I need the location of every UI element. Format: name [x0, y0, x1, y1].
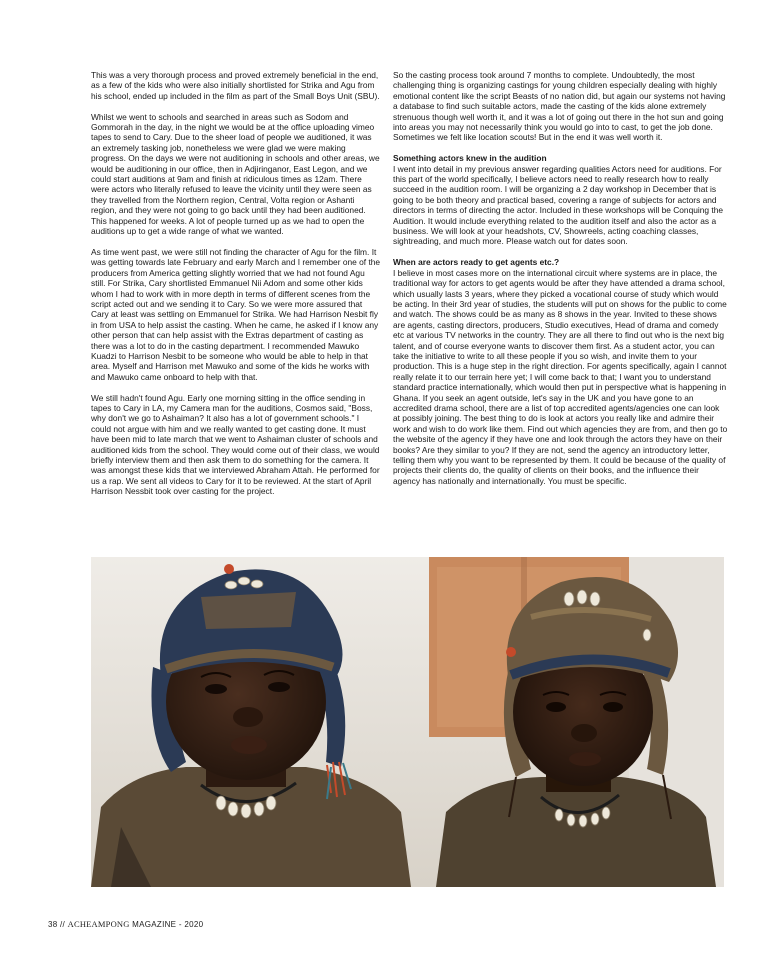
section-heading-audition: Something actors knew in the audition — [393, 153, 547, 164]
film-still-photo — [91, 557, 724, 887]
left-paragraph-3: As time went past, we were still not finding the character of Agu for the film. It was getting towards late February and early March and I remember one of the producers from America getting slightly worried that we had not found Agu still. For Strika, Cary shortlisted Emmanuel Nii Adom and some other kids whom I had to work with in more depth in terms of different scenes from the script acted out and we sending it to Cary. So we were more assured that Cary at least was settling on Emmanuel for Strika. We had Harrison Nesbit fly in from USA to help assist the casting. When he came, he asked if I know any other person that can help assist with the Extras department of casting as there was a lot to do in the casting department. I recommended Mawuko Kuadzi to Harrison Nesbit to be someone who would be able to help in that area. Myself and Harrison met Mawuko and some of the kids he works with and Mawuko came onboard to help with that. — [91, 246, 381, 382]
magazine-word: MAGAZINE — [132, 920, 177, 929]
left-text-column — [91, 70, 381, 507]
left-paragraph-1: This was a very thorough process and proved extremely beneficial in the end, as a few of the kids who were also initially shortlisted for Strika and Agu from his school, ended up included in the film as part of the Small Boys Unit (SBU). — [91, 70, 380, 101]
two-boys-illustration — [91, 557, 724, 887]
right-text-column — [393, 70, 728, 497]
magazine-year: 2020 — [184, 920, 204, 929]
year-separator: - — [178, 920, 182, 929]
section-body-agents: I believe in most cases more on the international circuit where systems are in place, the traditional way for actors to get agents would be after they have attended a drama school, which usually lasts 3 years, where they picked a vocational course of study which would be acting. In their 3rd year of studies, the students will put on shows for the public to come and watch. The shows could be as many as 8 shows in the year. Invited to these shows are agents, casting directors, producers, Studio executives, Head of drama and comedy etc at various TV networks in the country. They are all there to find out who is the next big talent, and of course everyone wants to discover them first. As a student actor, you can take the initiative to write to all these people if you so wish, and invite them to your production. This is a huge step in the right direction. For agents specifically, again I cannot really relate it to our terrain here yet; I will come back to that; I want you to understand standard practice internationally, which would then put in perspective what is happening in Ghana. If you seek an agent outside, let's say in the UK and you have gone to an accredited drama school, there are a list of top accredited agents/agencies one can look at possibly joining. The best thing to do is look at actors you really like and admire their work and wish to do work like them. Find out which agencies they are from, and then go to the website of the agency if they have one and look through the actors they have on their books? Are they similar to you? If they are not, send the agency an introductory letter, telling them why you want to be represented by them. It could be because of the quality of projects their clients do, the quality of clients on their books, and the influence their agency has nationally and internationally. You must be specific. — [393, 267, 728, 486]
right-intro-paragraph: So the casting process took around 7 months to complete. Undoubtedly, the most challenging thing is organizing castings for young children especially dealing with highly emotional content like the script Beasts of no nation did, but again our systems not having a database to find such suitable actors, made the casting of the kids alone extremely strenuous though well worth it, and it was a lot of going out there in the hot sun and going into areas you may not necessarily think you would go into to cast, to get the job done. Sometimes we felt like location scouts! But in the end it was well worth it. — [393, 70, 726, 143]
left-paragraph-4: We still hadn't found Agu. Early one morning sitting in the office sending in tapes to Cary in LA, my Camera man for the auditions, Cosmos said, "Boss, why don't we go to Ashaiman? It also has a lot of government schools." I could not argue with him and we really wanted to get casting done. It must have been mid to late march that we went to Ashaiman cluster of schools and auditioned kids from the school. They would come out of their class, we would briefly interview them and then ask them to do something for the camera. It was amongst these kids that we interviewed Abraham Attah. He performed for us a rap. We sent all videos to Cary for it to be reviewed. At the start of April Harrison Nessbit took over casting for the project. — [91, 392, 380, 497]
page-footer — [48, 919, 203, 929]
section-body-audition: I went into detail in my previous answer regarding qualities Actors need for auditions. For this part of the world specifically, I believe actors need to really research how to really succeed in the audition room. I will be organizing a 2 day workshop in December that is going to be both theory and practical based, covering a range of subjects for actors and directors in terms of directing the actor. Included in these workshops will be Conquing the Audition. It would include everything related to the audition itself and also the actor as a business. We will look at your headshots, CV, Showreels, acting coaching classes, sightreading, and much more. Please watch out for dates soon. — [393, 163, 724, 247]
footer-separator: // — [60, 920, 66, 929]
magazine-name: ACHEAMPONG — [67, 919, 130, 929]
page-number: 38 — [48, 920, 58, 929]
left-paragraph-2: Whilst we went to schools and searched in areas such as Sodom and Gommorah in the day, in the night we would be at the office uploading vimeo tapes to send to Cary. Due to the sheer load of people we auditioned, it was an extremely tasking job, nonetheless we were glad we were making progress. On the days we were not auditioning in schools and other areas, we would be auditioning in our office, then in Adjiringanor, East Legon, and we could start auditions at 9am and finish at ridiculous times as 12am. There were actors who literally refused to leave the vicinity until they were seen as they travelled from the Northern region, Central, Volta region or Ashanti region, and they were not going to go back until they had been auditioned. This happened for weeks. A lot of people turned up as we had to open the auditions up to get a wide range of what we wanted. — [91, 111, 380, 237]
section-heading-agents: When are actors ready to get agents etc.? — [393, 257, 560, 268]
